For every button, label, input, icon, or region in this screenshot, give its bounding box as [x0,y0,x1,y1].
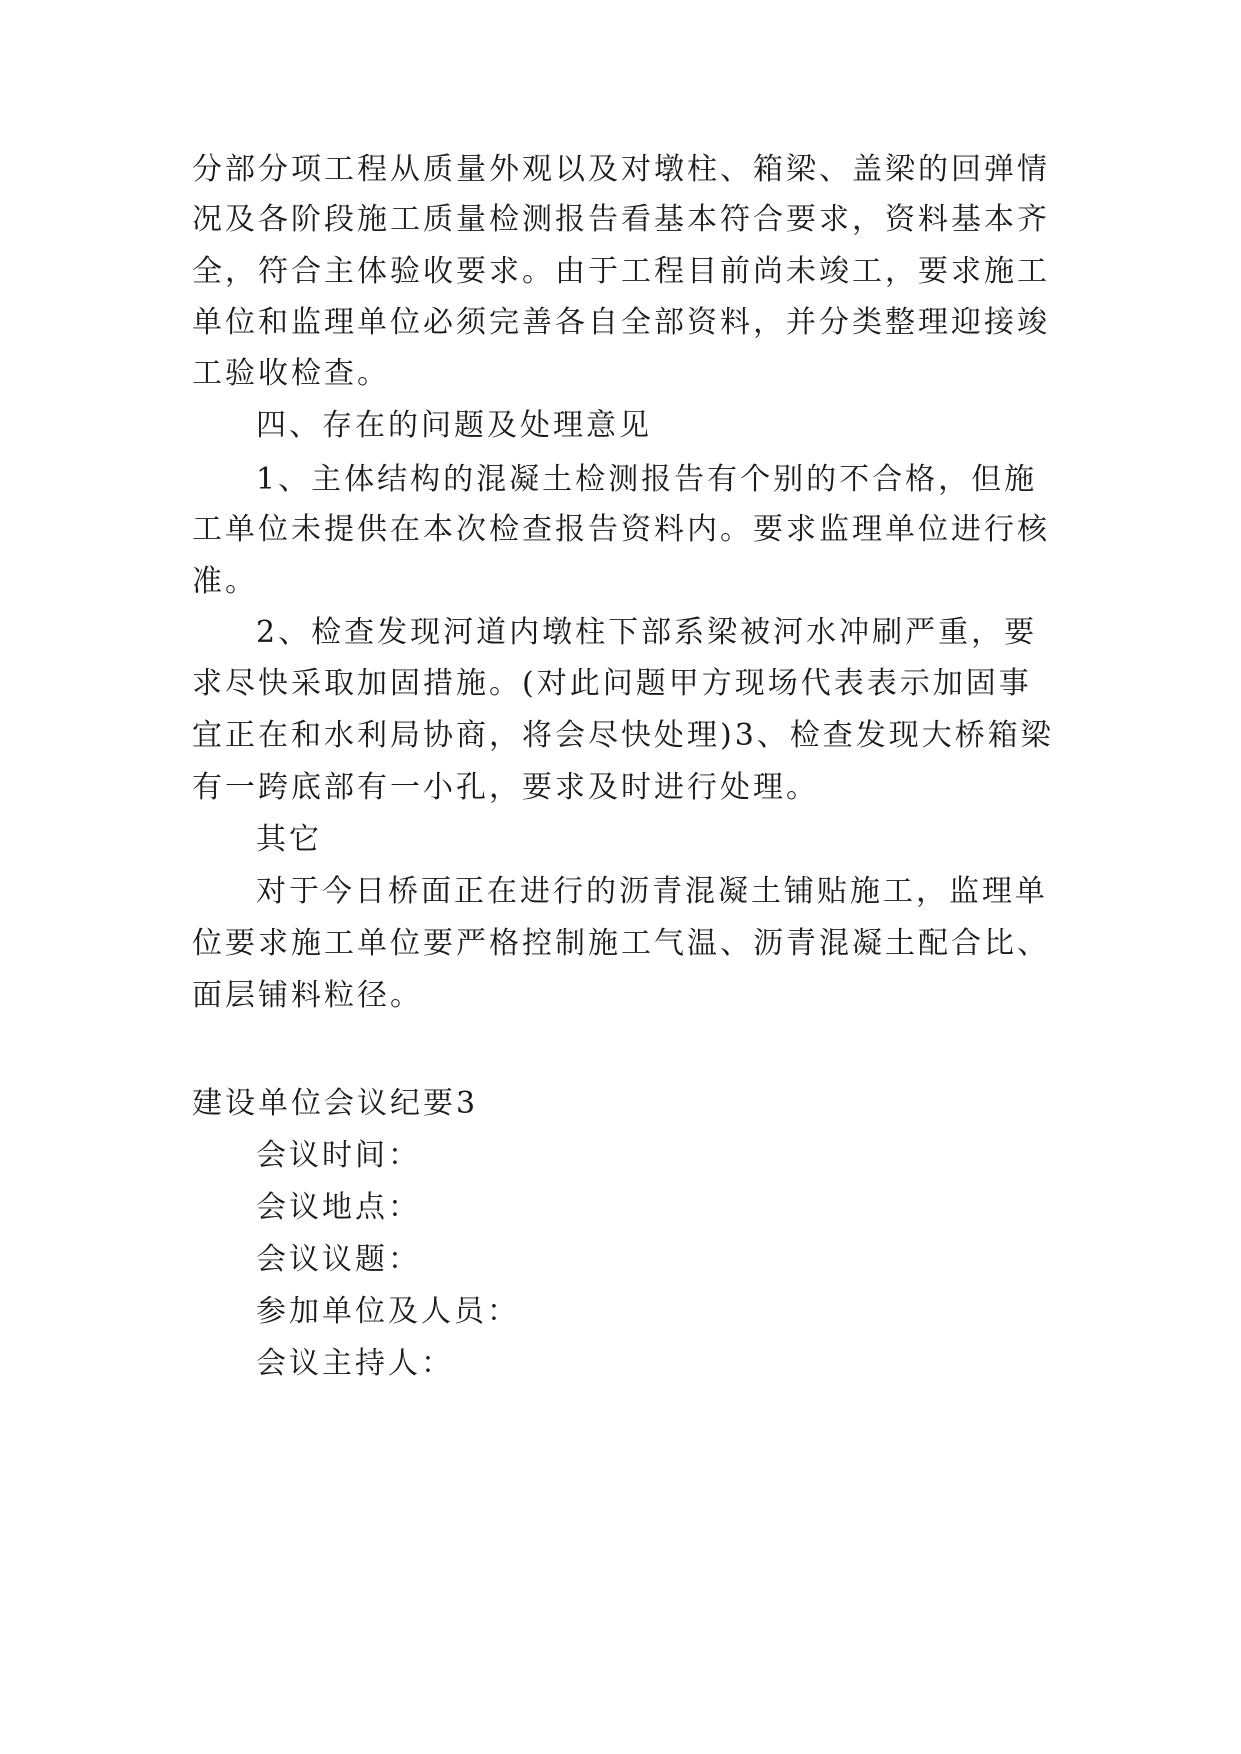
section-heading: 其它 [256,822,322,857]
paragraph-line: 求尽快采取加固措施。(对此问题甲方现场代表表示加固事 [192,666,1032,701]
meeting-field-participants: 参加单位及人员： [256,1294,520,1329]
paragraph-line: 宜正在和水利局协商，将会尽快处理)3、检查发现大桥箱梁 [192,718,1054,753]
meeting-field-location: 会议地点： [256,1190,421,1225]
paragraph-line: 准。 [192,564,258,599]
paragraph-line: 2、检查发现河道内墩柱下部系梁被河水冲刷严重，要 [256,615,1038,650]
paragraph-line: 单位和监理单位必须完善各自全部资料，并分类整理迎接竣 [192,305,1050,340]
paragraph-line: 对于今日桥面正在进行的沥青混凝土铺贴施工，监理单 [256,874,1048,909]
paragraph-line: 工验收检查。 [192,356,390,391]
paragraph-line: 况及各阶段施工质量检测报告看基本符合要求，资料基本齐 [192,202,1050,237]
paragraph-line: 工单位未提供在本次检查报告资料内。要求监理单位进行核 [192,512,1050,547]
paragraph-line: 1、主体结构的混凝土检测报告有个别的不合格，但施 [256,462,1038,497]
paragraph-line: 有一跨底部有一小孔，要求及时进行处理。 [192,770,819,805]
paragraph-line: 位要求施工单位要严格控制施工气温、沥青混凝土配合比、 [192,926,1050,961]
paragraph-line: 分部分项工程从质量外观以及对墩柱、箱梁、盖梁的回弹情 [192,152,1050,187]
paragraph-line: 面层铺料粒径。 [192,978,423,1013]
section-heading: 四、存在的问题及处理意见 [256,408,652,443]
section-title: 建设单位会议纪要3 [192,1086,479,1121]
meeting-field-topic: 会议议题： [256,1242,421,1277]
paragraph-line: 全，符合主体验收要求。由于工程目前尚未竣工，要求施工 [192,254,1050,289]
meeting-field-host: 会议主持人： [256,1346,454,1381]
meeting-field-time: 会议时间： [256,1138,421,1173]
